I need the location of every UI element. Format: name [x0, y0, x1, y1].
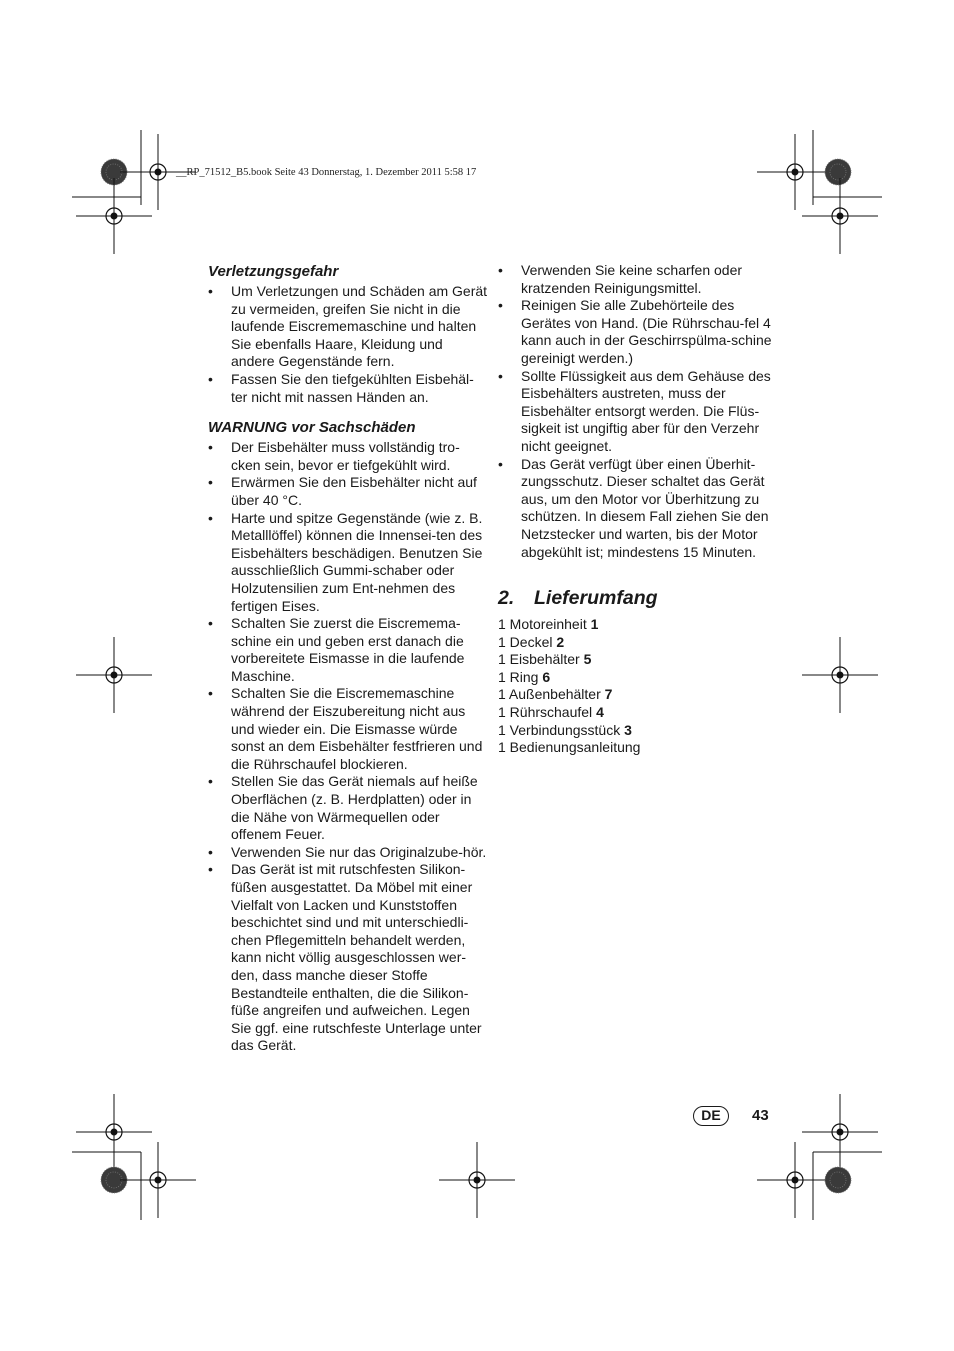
list-item: • Reinigen Sie alle Zubehörteile des Gerätes von Hand. (Die Rührschau-fel 4 kann auch in der Geschirrspülma-schine gereinigt werden.) — [498, 297, 778, 367]
list-item: 1 Rührschaufel 4 — [498, 704, 604, 721]
list-item: • Um Verletzungen und Schäden am Gerät zu vermeiden, greifen Sie nicht in die laufende Eiscrememaschine und halten Sie ebenfalls Haare, Kleidung und andere Gegenstände fern. — [208, 283, 488, 371]
list-item: • Erwärmen Sie den Eisbehälter nicht auf über 40 °C. — [208, 474, 488, 509]
right-column — [498, 262, 778, 757]
page-number: 43 — [752, 1107, 769, 1124]
list-item: • Das Gerät verfügt über einen Überhit-zungsschutz. Dieser schaltet das Gerät aus, um den Motor vor Überhitzung zu schützen. In diesem Fall ziehen Sie den Netzstecker und warten, bis der Motor abgekühlt ist; mindestens 15 Minuten. — [498, 456, 778, 562]
list-item: • Fassen Sie den tiefgekühlten Eisbehäl-ter nicht mit nassen Händen an. — [208, 371, 488, 406]
property-damage-list — [208, 439, 488, 1055]
list-item: • Schalten Sie zuerst die Eiscremema-schine ein und geben erst danach die vorbereitete Eismasse in die laufende Maschine. — [208, 615, 488, 685]
injury-risk-list — [208, 283, 488, 406]
section-title: Lieferumfang — [534, 587, 658, 610]
list-item: 1 Ring 6 — [498, 668, 551, 685]
delivery-contents-list — [498, 616, 778, 757]
heading-injury-risk: Verletzungsgefahr — [208, 263, 339, 280]
list-item: 1 Deckel 2 — [498, 633, 565, 650]
list-item: • Verwenden Sie nur das Originalzube-hör. — [208, 844, 488, 862]
list-item: • Sollte Flüssigkeit aus dem Gehäuse des Eisbehälters austreten, muss der Eisbehälter entsorgt werden. Die Flüs-sigkeit ist ungiftig aber für den Verzehr nicht geeignet. — [498, 368, 778, 456]
list-item: • Der Eisbehälter muss vollständig tro-cken sein, bevor er tiefgekühlt wird. — [208, 439, 488, 474]
list-item: 1 Außenbehälter 7 — [498, 686, 613, 703]
print-slug: __RP_71512_B5.book Seite 43 Donnerstag, 1. Dezember 2011 5:58 17 — [176, 167, 477, 178]
list-item: 1 Eisbehälter 5 — [498, 651, 592, 668]
list-item: • Harte und spitze Gegenstände (wie z. B. Metalllöffel) können die Innensei-ten des Eisbehälters beschädigen. Benutzen Sie ausschließlich Gummi-schaber oder Holzutensilien zum Ent-nehmen des fertigen Eises. — [208, 510, 488, 616]
list-item: 1 Bedienungsanleitung — [498, 739, 641, 756]
list-item: 1 Motoreinheit 1 — [498, 616, 599, 633]
left-column — [208, 262, 488, 1055]
list-item: • Schalten Sie die Eiscrememaschine während der Eiszubereitung nicht aus und wieder ein. Die Eismasse würde sonst an dem Eisbehälter festfrieren und die Rührschaufel blockieren. — [208, 685, 488, 773]
list-item: • Stellen Sie das Gerät niemals auf heiße Oberflächen (z. B. Herdplatten) oder in die Nähe von Wärmequellen oder offenem Feuer. — [208, 773, 488, 843]
list-item: • Das Gerät ist mit rutschfesten Silikon-füßen ausgestattet. Da Möbel mit einer Vielfalt von Lacken und Kunststoffen beschichtet sind und mit unterschiedli-chen Pflegemitteln behandelt werden, kann nicht völlig ausgeschlossen wer-den, dass manche dieser Stoffe Bestandteile enthalten, die die Silikon-füße angreifen und aufweichen. Legen Sie ggf. eine rutschfeste Unterlage unter das Gerät. — [208, 861, 488, 1055]
section-heading — [498, 586, 778, 610]
heading-property-damage-warning: WARNUNG vor Sachschäden — [208, 419, 416, 437]
cleaning-list — [498, 262, 778, 561]
section-number: 2. — [498, 587, 515, 610]
language-badge: DE — [693, 1106, 729, 1126]
list-item: • Verwenden Sie keine scharfen oder kratzenden Reinigungsmittel. — [498, 262, 778, 297]
list-item: 1 Verbindungsstück 3 — [498, 721, 632, 738]
